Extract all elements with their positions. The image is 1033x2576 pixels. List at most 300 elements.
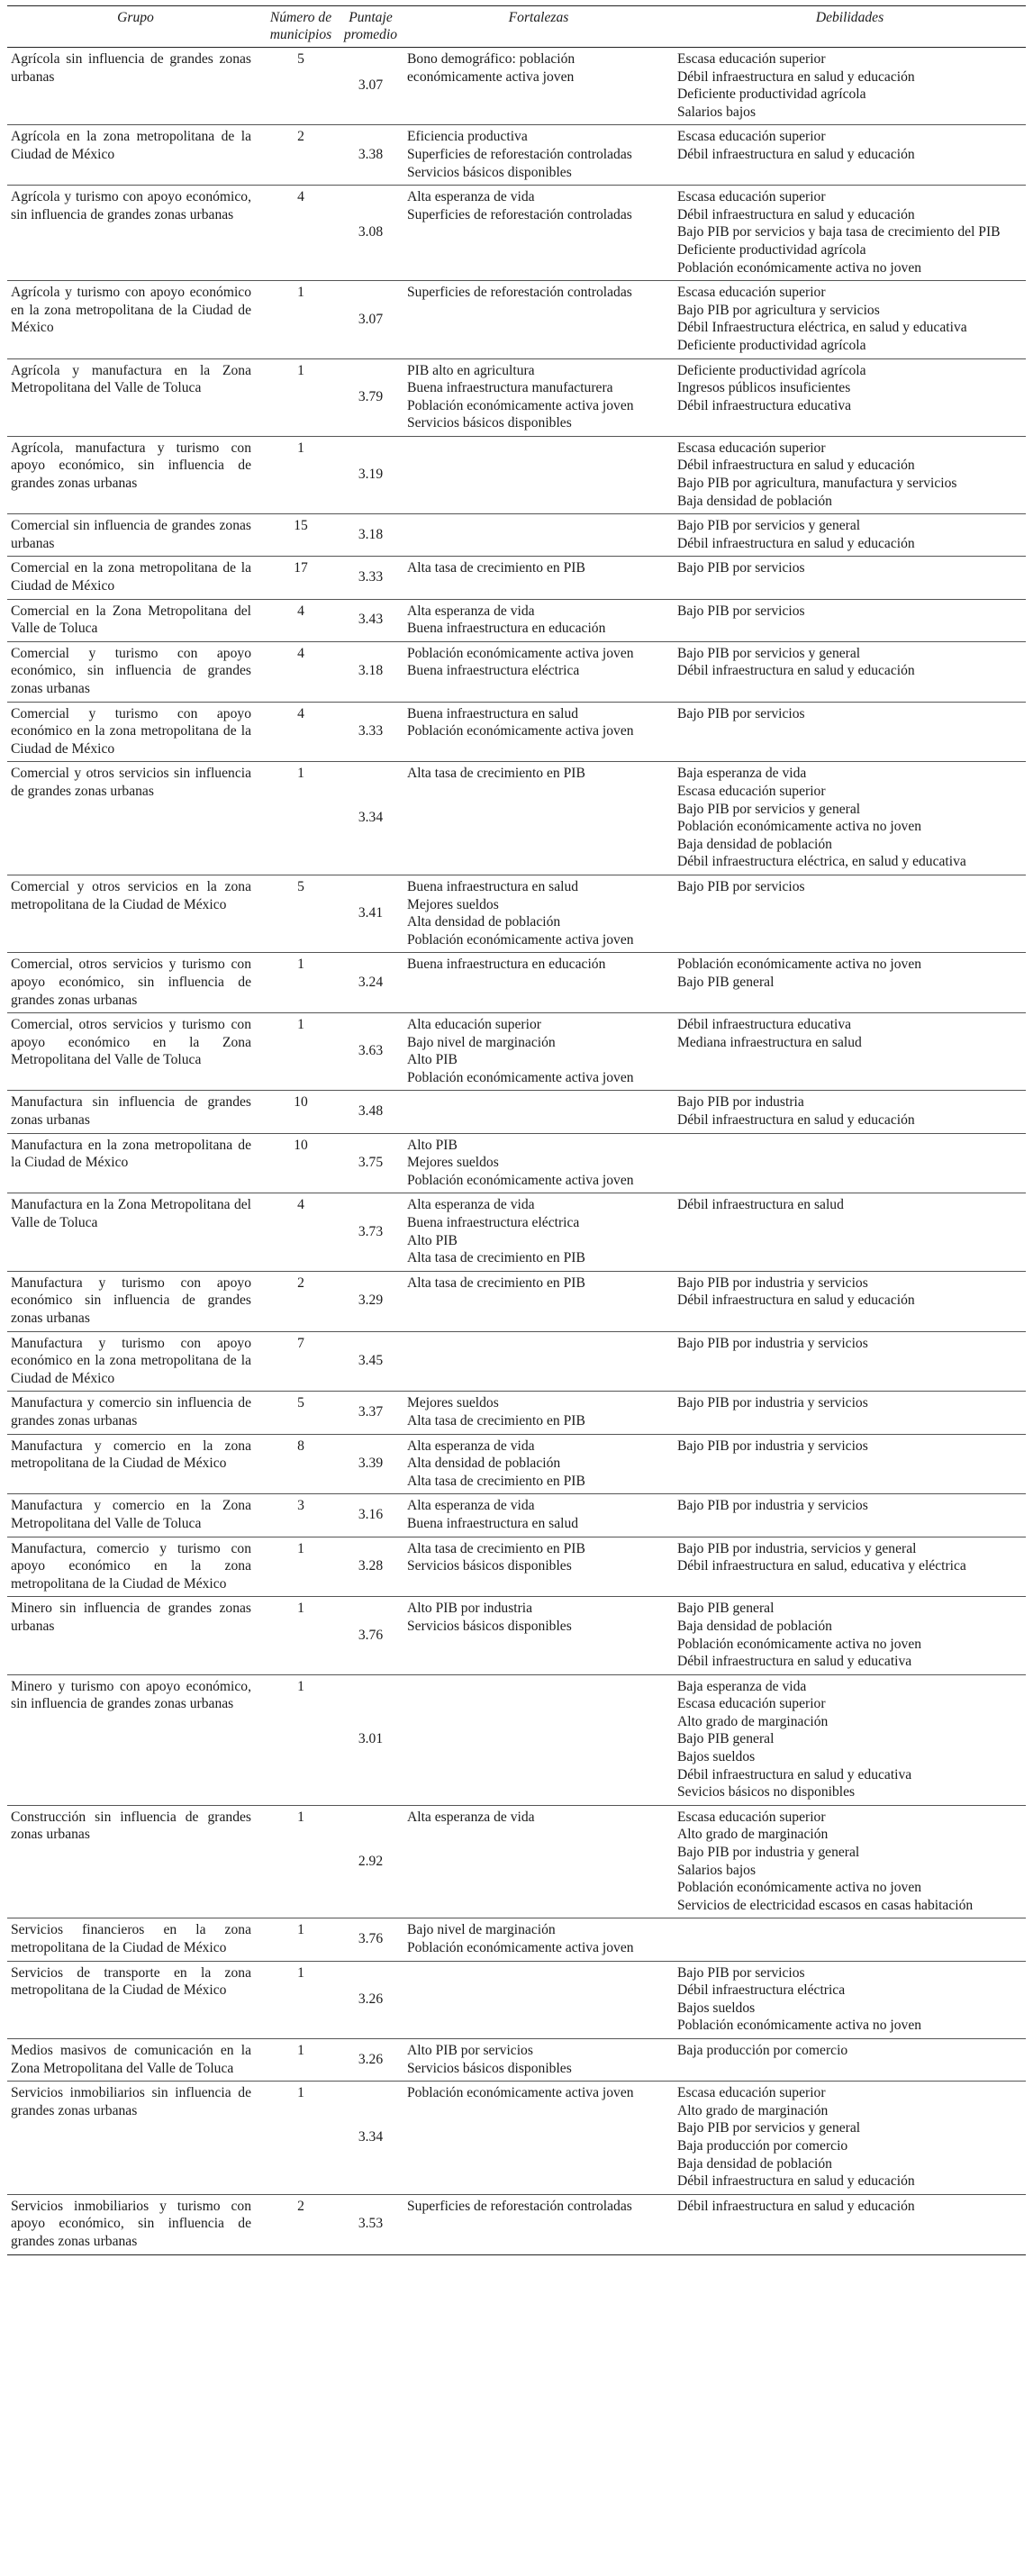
table-row	[7, 125, 1026, 186]
cell-fortalezas	[403, 875, 674, 952]
cell-debilidades	[674, 1392, 1026, 1434]
debilidad-item: Población económicamente activa no joven	[677, 2018, 922, 2034]
cell-fortalezas	[403, 125, 674, 186]
cell-debilidades	[674, 702, 1026, 762]
table-row	[7, 48, 1026, 125]
header-debilidades: Debilidades	[674, 6, 1026, 48]
table-row	[7, 1494, 1026, 1537]
cell-grupo: Comercial y turismo con apoyo económico en la zona metropolitana de la Ciudad de México	[7, 702, 264, 762]
debilidad-item: Población económicamente activa no joven	[677, 957, 922, 973]
fortaleza-item: Alta densidad de población	[407, 914, 561, 930]
cell-fortalezas	[403, 762, 674, 875]
cell-municipios: 5	[264, 875, 338, 952]
debilidad-item: Bajo PIB por servicios y general	[677, 2120, 861, 2136]
table-row	[7, 1133, 1026, 1193]
cell-municipios: 17	[264, 557, 338, 599]
fortaleza-item: Mejores sueldos	[407, 896, 499, 912]
cell-debilidades	[674, 1537, 1026, 1597]
cell-grupo: Manufactura y turismo con apoyo económico sin influencia de grandes zonas urbanas	[7, 1271, 264, 1331]
table-row	[7, 953, 1026, 1013]
cell-debilidades	[674, 2194, 1026, 2254]
cell-municipios: 1	[264, 1013, 338, 1091]
cell-grupo: Comercial, otros servicios y turismo con apoyo económico, sin influencia de grandes zonas urbanas	[7, 953, 264, 1013]
debilidad-item: Débil infraestructura eléctrica, en salud y educativa	[677, 854, 966, 870]
fortaleza-item: Población económicamente activa joven	[407, 397, 634, 413]
debilidad-item: Bajos sueldos	[677, 1749, 756, 1765]
fortaleza-item: Población económicamente activa joven	[407, 2085, 634, 2101]
fortaleza-item: Buena infraestructura eléctrica	[407, 1215, 580, 1231]
cell-debilidades	[674, 1133, 1026, 1193]
debilidad-item: Escasa educación superior	[677, 783, 826, 799]
table-row	[7, 1674, 1026, 1805]
fortaleza-item: Buena infraestructura en educación	[407, 621, 606, 637]
fortaleza-item: Alta tasa de crecimiento en PIB	[407, 1274, 585, 1291]
cell-puntaje: 3.01	[338, 1674, 403, 1805]
table-row	[7, 358, 1026, 436]
table-row	[7, 599, 1026, 641]
debilidad-item: Escasa educación superior	[677, 1696, 826, 1712]
cell-debilidades	[674, 1674, 1026, 1805]
cell-fortalezas	[403, 702, 674, 762]
cell-grupo: Comercial y otros servicios sin influencia de grandes zonas urbanas	[7, 762, 264, 875]
debilidad-item: Débil infraestructura en salud y educación	[677, 68, 915, 85]
fortaleza-item: Alto PIB	[407, 1232, 458, 1248]
cell-fortalezas	[403, 1013, 674, 1091]
debilidad-item: Bajo PIB por agricultura y servicios	[677, 302, 880, 318]
cell-debilidades	[674, 358, 1026, 436]
cell-puntaje: 3.48	[338, 1091, 403, 1133]
cell-municipios: 1	[264, 1805, 338, 1918]
fortaleza-item: Población económicamente activa joven	[407, 723, 634, 739]
fortaleza-item: Alta esperanza de vida	[407, 1197, 535, 1213]
debilidad-item: Escasa educación superior	[677, 129, 826, 145]
table-row	[7, 557, 1026, 599]
fortaleza-item: Alta tasa de crecimiento en PIB	[407, 1473, 585, 1489]
table-row	[7, 1961, 1026, 2038]
debilidad-item: Escasa educación superior	[677, 51, 826, 67]
cell-fortalezas	[403, 1805, 674, 1918]
cell-municipios: 5	[264, 48, 338, 125]
cell-grupo: Manufactura, comercio y turismo con apoyo económico en la zona metropolitana de la Ciudad de México	[7, 1537, 264, 1597]
fortaleza-item: Buena infraestructura en salud	[407, 1515, 579, 1531]
table-row	[7, 1331, 1026, 1392]
cell-grupo: Agrícola sin influencia de grandes zonas urbanas	[7, 48, 264, 125]
cell-puntaje: 3.75	[338, 1133, 403, 1193]
cell-grupo: Servicios financieros en la zona metropolitana de la Ciudad de México	[7, 1918, 264, 1961]
debilidad-item: Bajo PIB por agricultura, manufactura y servicios	[677, 476, 957, 492]
fortaleza-item: Superficies de reforestación controladas	[407, 146, 632, 162]
cell-puntaje: 3.19	[338, 436, 403, 513]
cell-fortalezas	[403, 186, 674, 281]
debilidad-item: Bajo PIB por servicios	[677, 878, 805, 894]
debilidad-item: Débil infraestructura educativa	[677, 397, 852, 413]
debilidad-item: Débil infraestructura en salud y educación	[677, 2173, 915, 2190]
debilidad-item: Alto grado de marginación	[677, 2102, 829, 2118]
debilidad-item: Alto grado de marginación	[677, 1713, 829, 1729]
fortaleza-item: Superficies de reforestación controladas	[407, 2198, 632, 2214]
cell-grupo: Servicios de transporte en la zona metropolitana de la Ciudad de México	[7, 1961, 264, 2038]
table-row	[7, 1013, 1026, 1091]
debilidad-item: Escasa educación superior	[677, 440, 826, 456]
debilidad-item: Bajo PIB por servicios	[677, 705, 805, 721]
cell-debilidades	[674, 762, 1026, 875]
cell-debilidades	[674, 186, 1026, 281]
cell-fortalezas	[403, 599, 674, 641]
cell-puntaje: 3.43	[338, 599, 403, 641]
header-municipios: Número de municipios	[264, 6, 338, 48]
fortaleza-item: Buena infraestructura en salud	[407, 878, 579, 894]
fortaleza-item: Servicios básicos disponibles	[407, 164, 572, 180]
debilidad-item: Población económicamente activa no joven	[677, 819, 922, 835]
cell-municipios: 15	[264, 514, 338, 557]
debilidad-item: Baja densidad de población	[677, 836, 832, 852]
debilidad-item: Bajo PIB por servicios	[677, 560, 805, 576]
cell-municipios: 1	[264, 1961, 338, 2038]
debilidad-item: Bajo PIB por industria	[677, 1094, 804, 1111]
fortaleza-item: Superficies de reforestación controladas	[407, 206, 632, 222]
fortaleza-item: Alta tasa de crecimiento en PIB	[407, 1250, 585, 1266]
table-row	[7, 641, 1026, 702]
cell-puntaje: 3.26	[338, 1961, 403, 2038]
table-header	[7, 6, 1026, 48]
debilidad-item: Población económicamente activa no joven	[677, 259, 922, 276]
debilidad-item: Baja producción por comercio	[677, 2137, 848, 2154]
cell-puntaje: 3.41	[338, 875, 403, 952]
cell-fortalezas	[403, 1494, 674, 1537]
debilidad-item: Escasa educación superior	[677, 285, 826, 301]
cell-fortalezas	[403, 557, 674, 599]
debilidad-item: Débil infraestructura en salud y educativa	[677, 1654, 912, 1670]
debilidad-item: Débil infraestructura eléctrica	[677, 1982, 846, 1999]
cell-puntaje: 3.34	[338, 762, 403, 875]
cell-municipios: 10	[264, 1091, 338, 1133]
cell-fortalezas	[403, 281, 674, 358]
fortaleza-item: Servicios básicos disponibles	[407, 1558, 572, 1574]
debilidad-item: Bajo PIB por industria, servicios y general	[677, 1540, 917, 1556]
cell-puntaje: 3.07	[338, 281, 403, 358]
groups-table	[7, 5, 1026, 2255]
cell-municipios: 7	[264, 1331, 338, 1392]
cell-debilidades	[674, 436, 1026, 513]
cell-debilidades	[674, 875, 1026, 952]
cell-debilidades	[674, 2038, 1026, 2081]
cell-grupo: Comercial y turismo con apoyo económico, sin influencia de grandes zonas urbanas	[7, 641, 264, 702]
cell-debilidades	[674, 1961, 1026, 2038]
debilidad-item: Bajo PIB por servicios y baja tasa de crecimiento del PIB	[677, 224, 1001, 240]
fortaleza-item: Servicios básicos disponibles	[407, 2060, 572, 2076]
table-row	[7, 1434, 1026, 1494]
cell-fortalezas	[403, 953, 674, 1013]
cell-grupo: Agrícola y manufactura en la Zona Metropolitana del Valle de Toluca	[7, 358, 264, 436]
debilidad-item: Salarios bajos	[677, 104, 757, 120]
debilidad-item: Bajo PIB por servicios y general	[677, 518, 861, 534]
cell-puntaje: 3.33	[338, 702, 403, 762]
debilidad-item: Débil infraestructura en salud y educación	[677, 663, 915, 679]
fortaleza-item: Alta tasa de crecimiento en PIB	[407, 1412, 585, 1429]
cell-debilidades	[674, 1918, 1026, 1961]
cell-puntaje: 3.18	[338, 514, 403, 557]
cell-debilidades	[674, 1494, 1026, 1537]
debilidad-item: Bajo PIB general	[677, 1601, 775, 1617]
table-row	[7, 762, 1026, 875]
cell-municipios: 1	[264, 436, 338, 513]
cell-debilidades	[674, 557, 1026, 599]
fortaleza-item: Alta esperanza de vida	[407, 1498, 535, 1514]
fortaleza-item: Eficiencia productiva	[407, 129, 528, 145]
cell-municipios: 2	[264, 2194, 338, 2254]
cell-municipios: 2	[264, 125, 338, 186]
cell-grupo: Agrícola en la zona metropolitana de la Ciudad de México	[7, 125, 264, 186]
cell-municipios: 4	[264, 641, 338, 702]
debilidad-item: Débil infraestructura en salud y educación	[677, 206, 915, 222]
fortaleza-item: Alto PIB	[407, 1137, 458, 1153]
cell-puntaje: 3.24	[338, 953, 403, 1013]
cell-grupo: Construcción sin influencia de grandes zonas urbanas	[7, 1805, 264, 1918]
cell-municipios: 1	[264, 1537, 338, 1597]
debilidad-item: Deficiente productividad agrícola	[677, 241, 866, 258]
debilidad-item: Débil Infraestructura eléctrica, en salud y educativa	[677, 320, 967, 336]
debilidad-item: Débil infraestructura en salud y educación	[677, 146, 915, 162]
debilidad-item: Ingresos públicos insuficientes	[677, 380, 851, 396]
cell-grupo: Medios masivos de comunicación en la Zona Metropolitana del Valle de Toluca	[7, 2038, 264, 2081]
cell-municipios: 3	[264, 1494, 338, 1537]
fortaleza-item: Buena infraestructura manufacturera	[407, 380, 613, 396]
cell-debilidades	[674, 641, 1026, 702]
cell-fortalezas	[403, 48, 674, 125]
fortaleza-item: Alta tasa de crecimiento en PIB	[407, 1540, 585, 1556]
debilidad-item: Deficiente productividad agrícola	[677, 362, 866, 378]
fortaleza-item: Población económicamente activa joven	[407, 1940, 634, 1955]
fortaleza-item: Mejores sueldos	[407, 1155, 499, 1171]
cell-fortalezas	[403, 1434, 674, 1494]
cell-fortalezas	[403, 2194, 674, 2254]
header-grupo: Grupo	[7, 6, 264, 48]
header-fortalezas: Fortalezas	[403, 6, 674, 48]
cell-debilidades	[674, 1271, 1026, 1331]
cell-municipios: 1	[264, 1674, 338, 1805]
debilidad-item: Escasa educación superior	[677, 1809, 826, 1825]
cell-fortalezas	[403, 1091, 674, 1133]
debilidad-item: Débil infraestructura en salud y educación	[677, 2198, 915, 2214]
debilidad-item: Alto grado de marginación	[677, 1827, 829, 1843]
cell-fortalezas	[403, 1597, 674, 1674]
fortaleza-item: Bajo nivel de marginación	[407, 1922, 556, 1938]
cell-fortalezas	[403, 641, 674, 702]
cell-grupo: Manufactura y comercio sin influencia de grandes zonas urbanas	[7, 1392, 264, 1434]
cell-puntaje: 3.07	[338, 48, 403, 125]
debilidad-item: Débil infraestructura en salud y educativa	[677, 1766, 912, 1782]
cell-grupo: Manufactura en la Zona Metropolitana del Valle de Toluca	[7, 1193, 264, 1271]
cell-grupo: Comercial sin influencia de grandes zonas urbanas	[7, 514, 264, 557]
table-row	[7, 1091, 1026, 1133]
debilidad-item: Bajo PIB por industria y servicios	[677, 1438, 868, 1454]
cell-puntaje: 3.39	[338, 1434, 403, 1494]
cell-grupo: Manufactura y comercio en la Zona Metropolitana del Valle de Toluca	[7, 1494, 264, 1537]
cell-puntaje: 3.38	[338, 125, 403, 186]
debilidad-item: Población económicamente activa no joven	[677, 1636, 922, 1652]
cell-puntaje: 2.92	[338, 1805, 403, 1918]
cell-grupo: Agrícola, manufactura y turismo con apoyo económico, sin influencia de grandes zonas urbanas	[7, 436, 264, 513]
cell-municipios: 5	[264, 1392, 338, 1434]
fortaleza-item: Población económicamente activa joven	[407, 645, 634, 661]
fortaleza-item: Mejores sueldos	[407, 1395, 499, 1411]
cell-fortalezas	[403, 1193, 674, 1271]
cell-grupo: Servicios inmobiliarios sin influencia de grandes zonas urbanas	[7, 2082, 264, 2195]
cell-fortalezas	[403, 1392, 674, 1434]
fortaleza-item: Bajo nivel de marginación	[407, 1034, 556, 1050]
table-row	[7, 1597, 1026, 1674]
cell-debilidades	[674, 1434, 1026, 1494]
fortaleza-item: Alta esperanza de vida	[407, 1438, 535, 1454]
cell-puntaje: 3.29	[338, 1271, 403, 1331]
cell-fortalezas	[403, 358, 674, 436]
debilidad-item: Baja densidad de población	[677, 2155, 832, 2172]
cell-municipios: 1	[264, 2038, 338, 2081]
cell-fortalezas	[403, 1133, 674, 1193]
fortaleza-item: Alta tasa de crecimiento en PIB	[407, 560, 585, 576]
cell-municipios: 1	[264, 1918, 338, 1961]
cell-puntaje: 3.26	[338, 2038, 403, 2081]
cell-grupo: Manufactura y comercio en la zona metropolitana de la Ciudad de México	[7, 1434, 264, 1494]
cell-grupo: Agrícola y turismo con apoyo económico en la zona metropolitana de la Ciudad de México	[7, 281, 264, 358]
fortaleza-item: Alta esperanza de vida	[407, 1809, 535, 1825]
cell-municipios: 4	[264, 186, 338, 281]
cell-puntaje: 3.37	[338, 1392, 403, 1434]
debilidad-item: Bajo PIB por industria y servicios	[677, 1395, 868, 1411]
cell-debilidades	[674, 514, 1026, 557]
cell-debilidades	[674, 48, 1026, 125]
table-row	[7, 281, 1026, 358]
cell-debilidades	[674, 1091, 1026, 1133]
debilidad-item: Bajo PIB por servicios	[677, 603, 805, 619]
debilidad-item: Bajo PIB por servicios y general	[677, 801, 861, 817]
cell-grupo: Manufactura sin influencia de grandes zonas urbanas	[7, 1091, 264, 1133]
debilidad-item: Débil infraestructura en salud y educación	[677, 1112, 915, 1129]
cell-grupo: Comercial en la zona metropolitana de la Ciudad de México	[7, 557, 264, 599]
table-row	[7, 1193, 1026, 1271]
debilidad-item: Escasa educación superior	[677, 189, 826, 205]
debilidad-item: Deficiente productividad agrícola	[677, 86, 866, 103]
cell-puntaje: 3.34	[338, 2082, 403, 2195]
cell-fortalezas	[403, 1537, 674, 1597]
debilidad-item: Bajo PIB general	[677, 974, 775, 990]
fortaleza-item: Población económicamente activa joven	[407, 931, 634, 948]
cell-municipios: 1	[264, 358, 338, 436]
cell-puntaje: 3.73	[338, 1193, 403, 1271]
header-puntaje: Puntaje promedio	[338, 6, 403, 48]
cell-fortalezas	[403, 1331, 674, 1392]
cell-debilidades	[674, 281, 1026, 358]
debilidad-item: Mediana infraestructura en salud	[677, 1034, 862, 1050]
fortaleza-item: Alta tasa de crecimiento en PIB	[407, 766, 585, 782]
cell-municipios: 1	[264, 762, 338, 875]
table-row	[7, 1392, 1026, 1434]
cell-puntaje: 3.45	[338, 1331, 403, 1392]
fortaleza-item: Población económicamente activa joven	[407, 1069, 634, 1085]
cell-fortalezas	[403, 1271, 674, 1331]
fortaleza-item: Bono demográfico: población económicamente activa joven	[407, 51, 575, 85]
debilidad-item: Baja densidad de población	[677, 493, 832, 509]
fortaleza-item: PIB alto en agricultura	[407, 362, 535, 378]
cell-municipios: 2	[264, 1271, 338, 1331]
cell-grupo: Comercial y otros servicios en la zona metropolitana de la Ciudad de México	[7, 875, 264, 952]
cell-debilidades	[674, 1193, 1026, 1271]
cell-puntaje: 3.76	[338, 1918, 403, 1961]
debilidad-item: Débil infraestructura en salud y educación	[677, 535, 915, 551]
cell-grupo: Minero sin influencia de grandes zonas urbanas	[7, 1597, 264, 1674]
cell-grupo: Manufactura en la zona metropolitana de la Ciudad de México	[7, 1133, 264, 1193]
fortaleza-item: Alta educación superior	[407, 1017, 541, 1033]
cell-grupo: Minero y turismo con apoyo económico, sin influencia de grandes zonas urbanas	[7, 1674, 264, 1805]
fortaleza-item: Alto PIB	[407, 1052, 458, 1068]
cell-puntaje: 3.79	[338, 358, 403, 436]
fortaleza-item: Alto PIB por industria	[407, 1601, 533, 1617]
debilidad-item: Débil infraestructura en salud y educación	[677, 1293, 915, 1309]
fortaleza-item: Alto PIB por servicios	[407, 2042, 533, 2058]
cell-debilidades	[674, 599, 1026, 641]
fortaleza-item: Servicios básicos disponibles	[407, 1618, 572, 1634]
debilidad-item: Bajo PIB por industria y servicios	[677, 1274, 868, 1291]
fortaleza-item: Buena infraestructura en salud	[407, 705, 579, 721]
cell-grupo: Comercial en la Zona Metropolitana del Valle de Toluca	[7, 599, 264, 641]
debilidad-item: Bajo PIB por industria y servicios	[677, 1498, 868, 1514]
debilidad-item: Deficiente productividad agrícola	[677, 337, 866, 353]
cell-puntaje: 3.53	[338, 2194, 403, 2254]
table-row	[7, 2194, 1026, 2254]
cell-debilidades	[674, 1597, 1026, 1674]
debilidad-item: Escasa educación superior	[677, 2085, 826, 2101]
cell-debilidades	[674, 125, 1026, 186]
fortaleza-item: Superficies de reforestación controladas	[407, 285, 632, 301]
table-row	[7, 1537, 1026, 1597]
cell-municipios: 8	[264, 1434, 338, 1494]
table-row	[7, 875, 1026, 952]
debilidad-item: Sevicios básicos no disponibles	[677, 1784, 856, 1800]
table-row	[7, 514, 1026, 557]
cell-puntaje: 3.18	[338, 641, 403, 702]
cell-puntaje: 3.16	[338, 1494, 403, 1537]
debilidad-item: Bajos sueldos	[677, 2000, 756, 2016]
debilidad-item: Población económicamente activa no joven	[677, 1880, 922, 1896]
fortaleza-item: Alta esperanza de vida	[407, 603, 535, 619]
debilidad-item: Bajo PIB general	[677, 1731, 775, 1747]
fortaleza-item: Población económicamente activa joven	[407, 1172, 634, 1188]
fortaleza-item: Buena infraestructura eléctrica	[407, 663, 580, 679]
fortaleza-item: Buena infraestructura en educación	[407, 957, 606, 973]
fortaleza-item: Alta densidad de población	[407, 1456, 561, 1472]
debilidad-item: Débil infraestructura en salud	[677, 1197, 844, 1213]
table-row	[7, 2038, 1026, 2081]
table-row	[7, 186, 1026, 281]
table-row	[7, 1805, 1026, 1918]
cell-municipios: 1	[264, 953, 338, 1013]
debilidad-item: Débil infraestructura educativa	[677, 1017, 852, 1033]
fortaleza-item: Servicios básicos disponibles	[407, 415, 572, 431]
table-row	[7, 1271, 1026, 1331]
debilidad-item: Bajo PIB por servicios	[677, 1964, 805, 1981]
cell-grupo: Manufactura y turismo con apoyo económico en la zona metropolitana de la Ciudad de México	[7, 1331, 264, 1392]
cell-municipios: 4	[264, 702, 338, 762]
cell-puntaje: 3.28	[338, 1537, 403, 1597]
cell-fortalezas	[403, 1674, 674, 1805]
cell-fortalezas	[403, 1918, 674, 1961]
cell-puntaje: 3.08	[338, 186, 403, 281]
debilidad-item: Bajo PIB por industria y servicios	[677, 1335, 868, 1351]
cell-municipios: 10	[264, 1133, 338, 1193]
debilidad-item: Bajo PIB por servicios y general	[677, 645, 861, 661]
cell-debilidades	[674, 1805, 1026, 1918]
cell-puntaje: 3.33	[338, 557, 403, 599]
